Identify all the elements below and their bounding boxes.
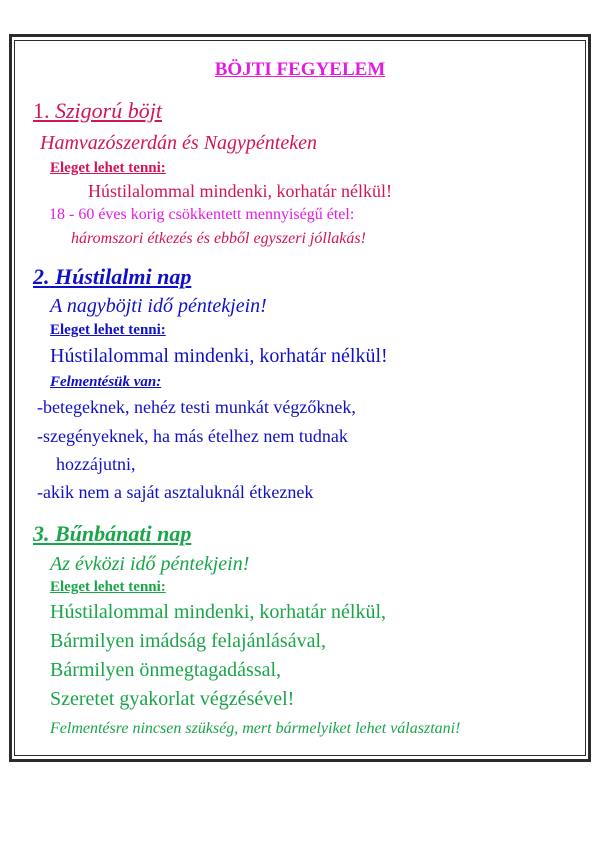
section2-label: Eleget lehet tenni: xyxy=(50,322,166,338)
section3-note: Felmentésre nincsen szükség, mert bármelyiket lehet választani! xyxy=(50,720,461,737)
section2-exempt-4: -akik nem a saját asztaluknál étkeznek xyxy=(37,482,314,502)
section1-subtitle: Hamvazószerdán és Nagypénteken xyxy=(40,132,317,154)
page-title: BÖJTI FEGYELEM xyxy=(214,59,386,80)
section2-line: Hústilalommal mindenki, korhatár nélkül! xyxy=(50,345,388,367)
section3-line-3: Bármilyen önmegtagadással, xyxy=(50,659,282,681)
section3-label: Eleget lehet tenni: xyxy=(50,579,166,595)
section2-heading: 2. Hústilalmi nap xyxy=(33,264,192,289)
section3-line-1: Hústilalommal mindenki, korhatár nélkül, xyxy=(50,601,387,623)
section3-heading: 3. Bűnbánati nap xyxy=(33,521,192,546)
section3-line-4: Szeretet gyakorlat végzésével! xyxy=(50,688,295,710)
section2-exempt-3: hozzájutni, xyxy=(56,454,136,474)
section3-line-2: Bármilyen imádság felajánlásával, xyxy=(50,630,327,652)
section1-line-1: Hústilalommal mindenki, korhatár nélkül! xyxy=(88,181,392,201)
section1-heading-text: Szigorú böjt xyxy=(55,98,162,123)
section1-label: Eleget lehet tenni: xyxy=(50,160,166,176)
section1-number: 1. xyxy=(33,98,50,123)
section2-exempt-1: -betegeknek, nehéz testi munkát végzőknek, xyxy=(37,397,356,417)
section1-line-2: 18 - 60 éves korig csökkentett mennyiségű étel: xyxy=(49,206,355,223)
section2-subtitle: A nagyböjti idő péntekjein! xyxy=(50,295,267,317)
section2-exempt-2: -szegényeknek, ha más ételhez nem tudnak xyxy=(37,426,348,446)
section1-heading xyxy=(33,100,162,122)
section3-subtitle: Az évközi idő péntekjein! xyxy=(50,553,250,575)
section2-exempt-label: Felmentésük van: xyxy=(50,374,162,390)
section1-line-3: háromszori étkezés és ebből egyszeri jóllakás! xyxy=(71,230,366,247)
